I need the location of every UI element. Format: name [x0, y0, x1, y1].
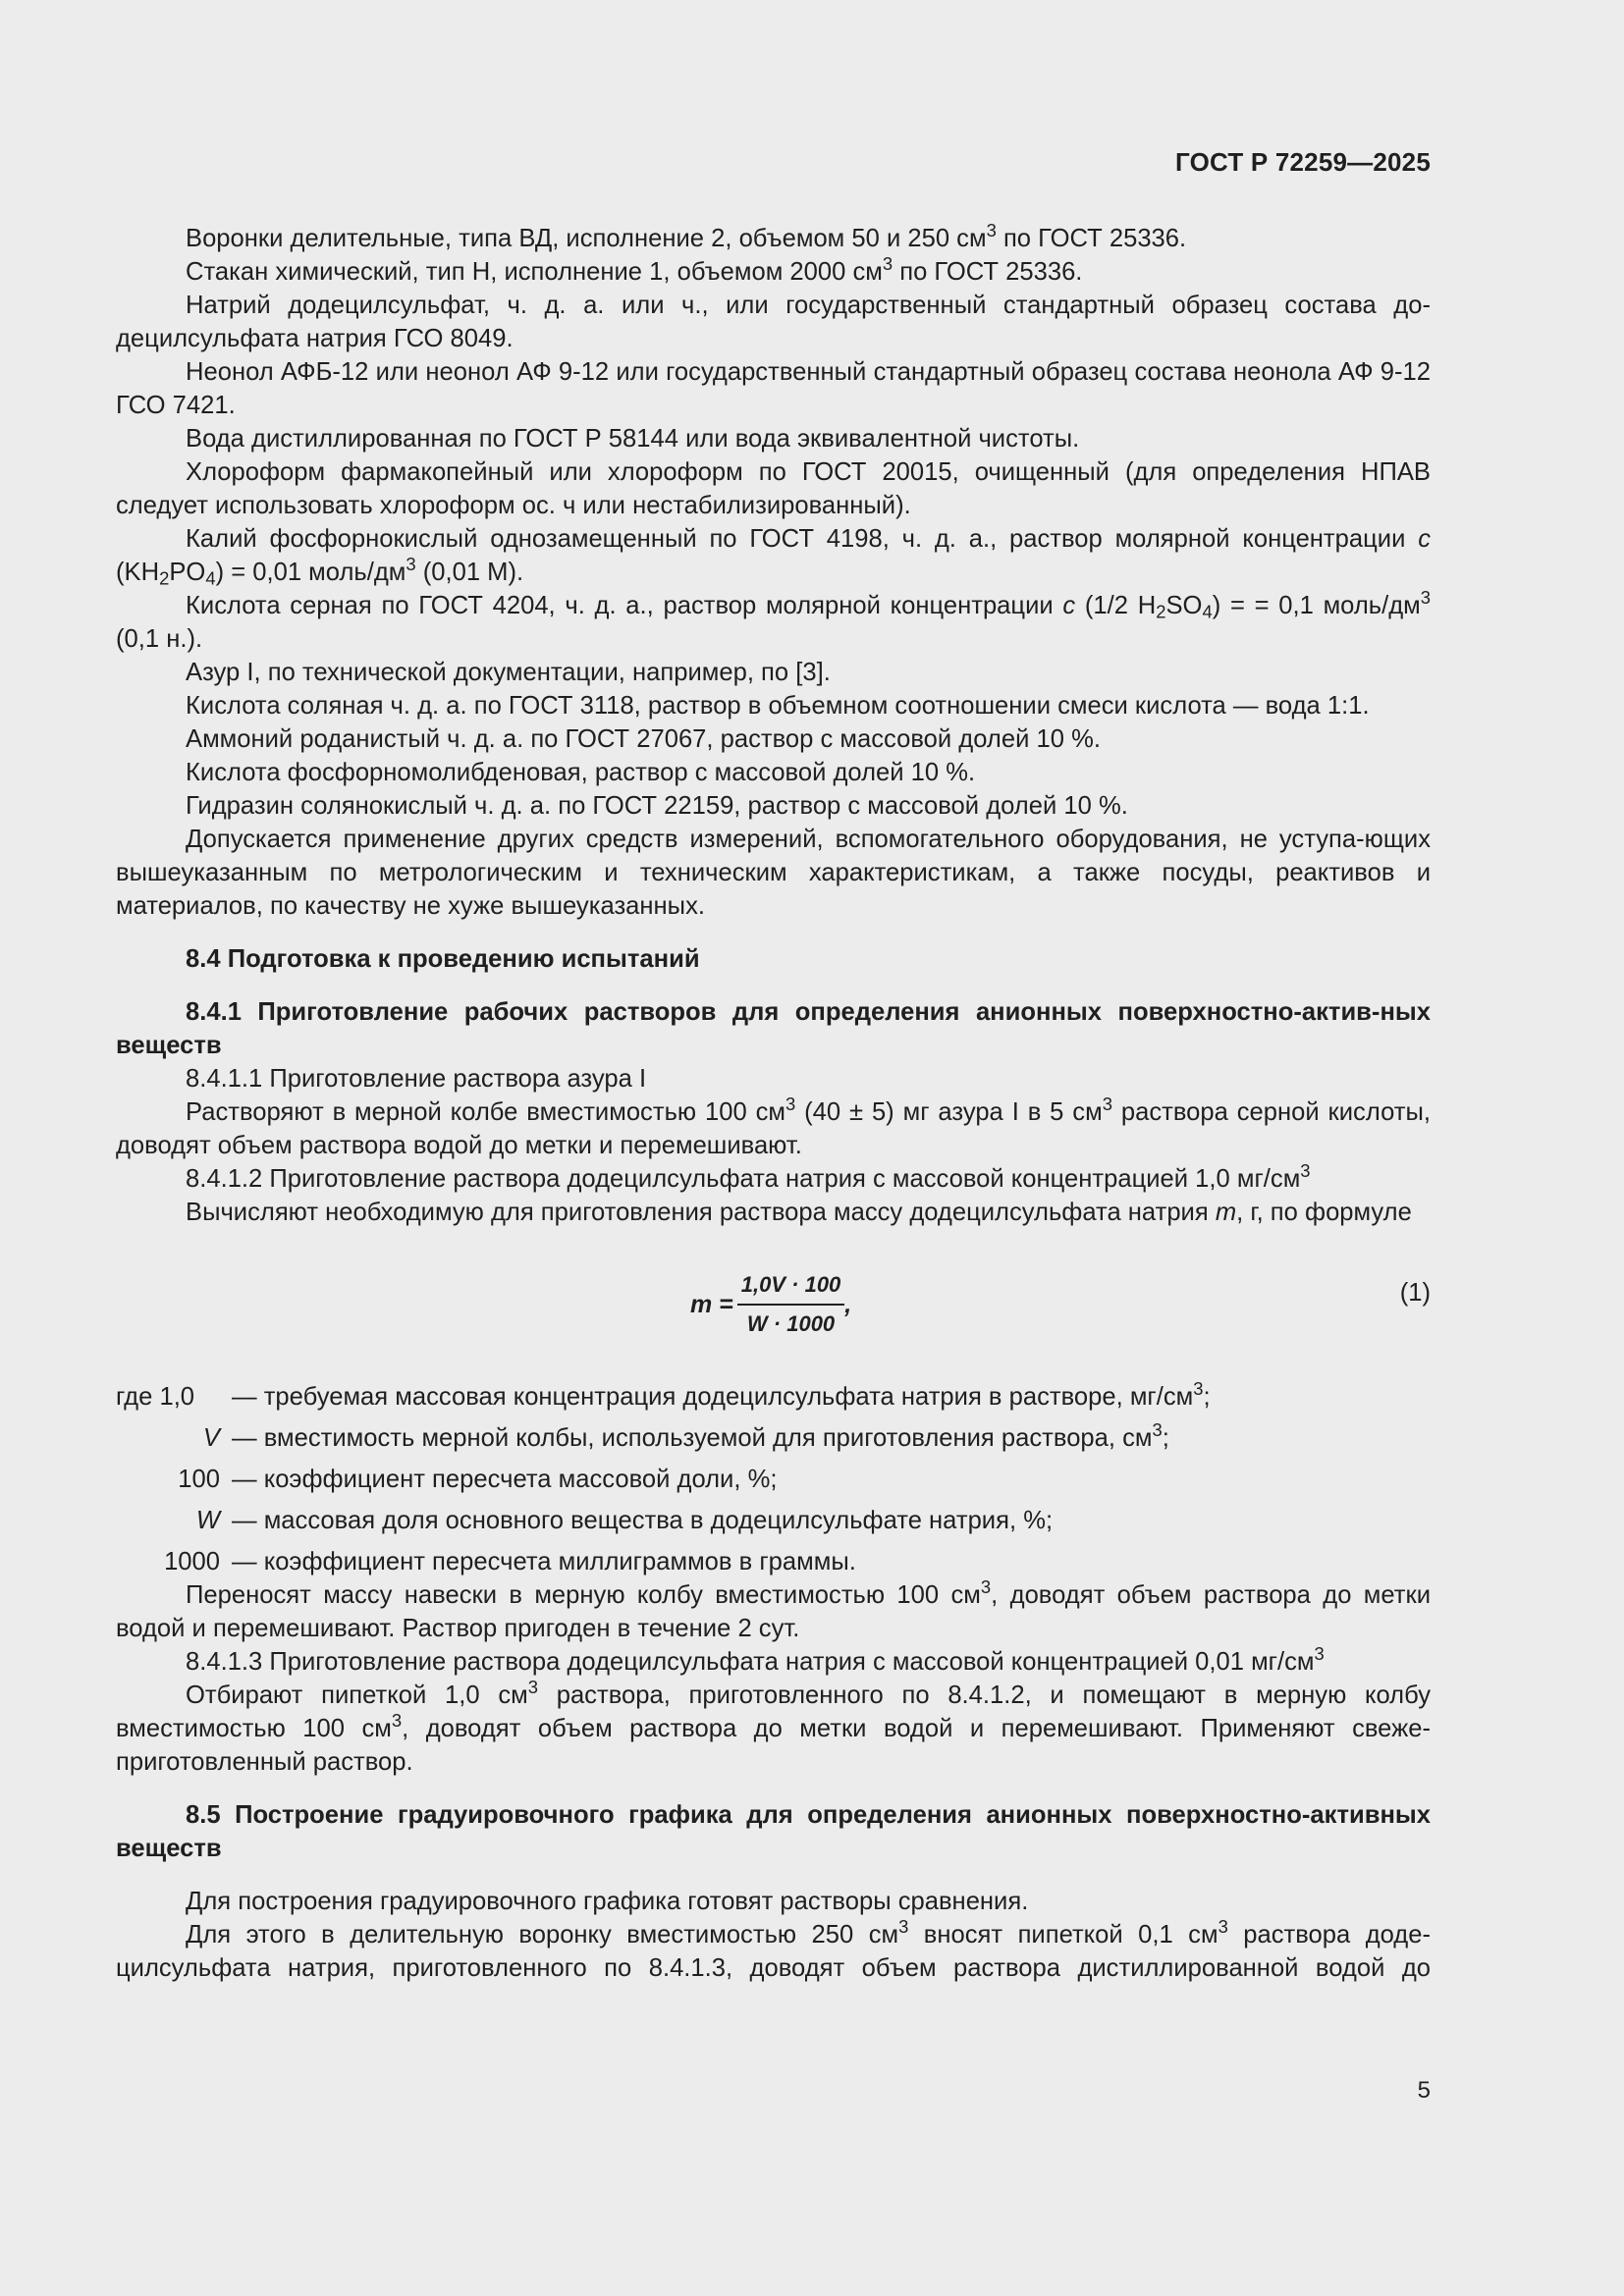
definition-row [116, 1504, 1431, 1545]
paragraph: Переносят массу навески в мерную колбу вместимостью 100 $см^3$, доводят объем раствора до метки водой и перемешивают. Раствор пригоден в течение 2 сут. [116, 1575, 1431, 1642]
formula-1 [116, 1258, 1431, 1347]
formula-lhs: m = [690, 1291, 733, 1318]
paragraph: Для этого в делительную воронку вместимостью 250 $см^3$ вносят пипеткой 0,1 $см^3$ раствора доде-цилсульфата натрия, приготовленного по 8.4.1.3, доводят объем раствора дистиллированной водой до [116, 1915, 1431, 1982]
definition-symbol: V [202, 1424, 220, 1452]
definition-row [116, 1418, 1431, 1463]
formula-numerator: 1,0V · 100 [737, 1268, 845, 1306]
section-heading-8-4-1: 8.4.1 Приготовление рабочих растворов для определения анионных поверхностно-актив-ных веществ [116, 998, 1431, 1059]
subsection-title-8-4-1-2: 8.4.1.2 Приготовление раствора додецилсульфата натрия с массовой концентрацией 1,0 $мг/см^3$ [186, 1159, 1311, 1193]
definition-row [116, 1545, 1431, 1578]
paragraph: Неонол АФБ-12 или неонол АФ 9-12 или государственный стандартный образец состава неонола АФ 9-12 ГСО 7421. [116, 358, 1431, 419]
paragraph: Гидразин солянокислый ч. д. а. по ГОСТ 22159, раствор с массовой долей 10 %. [186, 792, 1128, 820]
formula-fraction [737, 1268, 845, 1341]
definition-text: — коэффициент пересчета массовой доли, %; [232, 1466, 778, 1493]
section-heading-8-5: 8.5 Построение градуировочного графика для определения анионных поверхностно-активных веществ [116, 1801, 1431, 1862]
subsection-title-8-4-1-1: 8.4.1.1 Приготовление раствора азура I [186, 1065, 647, 1093]
formula-expression [690, 1268, 851, 1341]
definition-text: — массовая доля основного вещества в додецилсульфате натрия, %; [232, 1507, 1054, 1534]
document-header: ГОСТ Р 72259—2025 [1175, 147, 1431, 177]
definition-symbol: 1000 [164, 1548, 220, 1575]
formula-tail: , [844, 1291, 852, 1318]
paragraph: Калий фосфорнокислый однозамещенный по ГОСТ 4198, ч. д. а., раствор молярной концентрации с $(KH_2PO_4) = 0,01$ моль/$дм^3$ (0,01 М). [116, 525, 1431, 589]
definition-symbol: 100 [178, 1466, 220, 1493]
paragraph: Вода дистиллированная по ГОСТ Р 58144 или вода эквивалентной чистоты. [186, 425, 1080, 453]
definition-row [116, 1377, 1431, 1421]
paragraph: Натрий додецилсульфат, ч. д. а. или ч., или государственный стандартный образец состава до-децилсульфата натрия ГСО 8049. [116, 292, 1431, 352]
paragraph: Кислота фосфорномолибденовая, раствор с массовой долей 10 %. [186, 759, 976, 786]
paragraph: Хлороформ фармакопейный или хлороформ по ГОСТ 20015, очищенный (для определения НПАВ следует использовать хлороформ ос. ч или нестабилизированный). [116, 458, 1431, 519]
paragraph: Для построения градуировочного графика готовят растворы сравнения. [186, 1888, 1029, 1915]
document-body [116, 219, 1432, 1985]
section-heading-8-4: 8.4 Подготовка к проведению испытаний [186, 945, 700, 973]
page-number: 5 [1417, 2077, 1431, 2104]
paragraph: Воронки делительные, типа ВД, исполнение 2, объемом 50 и 250 $см^3$ по ГОСТ 25336. [186, 219, 1187, 252]
materials-list [116, 219, 1431, 923]
definition-symbol: где 1,0 [116, 1383, 195, 1411]
paragraph: Отбирают пипеткой 1,0 $см^3$ раствора, приготовленного по 8.4.1.2, и помещают в мерную колбу вместимостью 100 $см^3$, доводят объем раствора до метки водой и перемешивают. Применяют свеже-приготовленный раствор. [116, 1676, 1432, 1776]
definition-row [116, 1463, 1431, 1504]
formula-number: (1) [1399, 1279, 1431, 1307]
definition-text: — коэффициент пересчета миллиграммов в граммы. [232, 1548, 856, 1575]
subsection-title-8-4-1-3: 8.4.1.3 Приготовление раствора додецилсульфата натрия с массовой концентрацией 0,01 $мг/см^3$ [186, 1642, 1325, 1676]
paragraph: Кислота серная по ГОСТ 4204, ч. д. а., раствор молярной концентрации с (1/2 $H_2SO_4$) = = 0,1 моль/$дм^3$ (0,1 н.). [116, 586, 1431, 653]
paragraph: Растворяют в мерной колбе вместимостью 100 $см^3$ (40 ± 5) мг азура I в 5 $см^3$ раствора серной кислоты, доводят объем раствора водой до метки и перемешивают. [116, 1093, 1431, 1159]
paragraph: Стакан химический, тип Н, исполнение 1, объемом 2000 $см^3$ по ГОСТ 25336. [186, 252, 1083, 286]
paragraph: Кислота соляная ч. д. а. по ГОСТ 3118, раствор в объемном соотношении смеси кислота — вода 1:1. [186, 692, 1370, 720]
definition-symbol: W [195, 1507, 220, 1534]
definition-text: — вместимость мерной колбы, используемой для приготовления раствора, $см^3$; [232, 1418, 1169, 1452]
paragraph: Аммоний роданистый ч. д. а. по ГОСТ 27067, раствор с массовой долей 10 %. [186, 725, 1101, 753]
paragraph: Вычисляют необходимую для приготовления раствора массу додецилсульфата натрия m, г, по формуле [186, 1199, 1412, 1226]
definition-text: — требуемая массовая концентрация додецилсульфата натрия в растворе, $мг/см^3$; [232, 1377, 1211, 1411]
paragraph: Допускается применение других средств измерений, вспомогательного оборудования, не уступа-ющих вышеуказанным по метрологическим и техническим характеристикам, а также посуды, реактивов и материалов, по качеству не хуже вышеуказанных. [116, 826, 1431, 920]
formula-definitions [116, 1377, 1431, 1578]
paragraph: Азур I, по технической документации, например, по [3]. [186, 659, 831, 686]
formula-denominator: W · 1000 [746, 1311, 836, 1336]
